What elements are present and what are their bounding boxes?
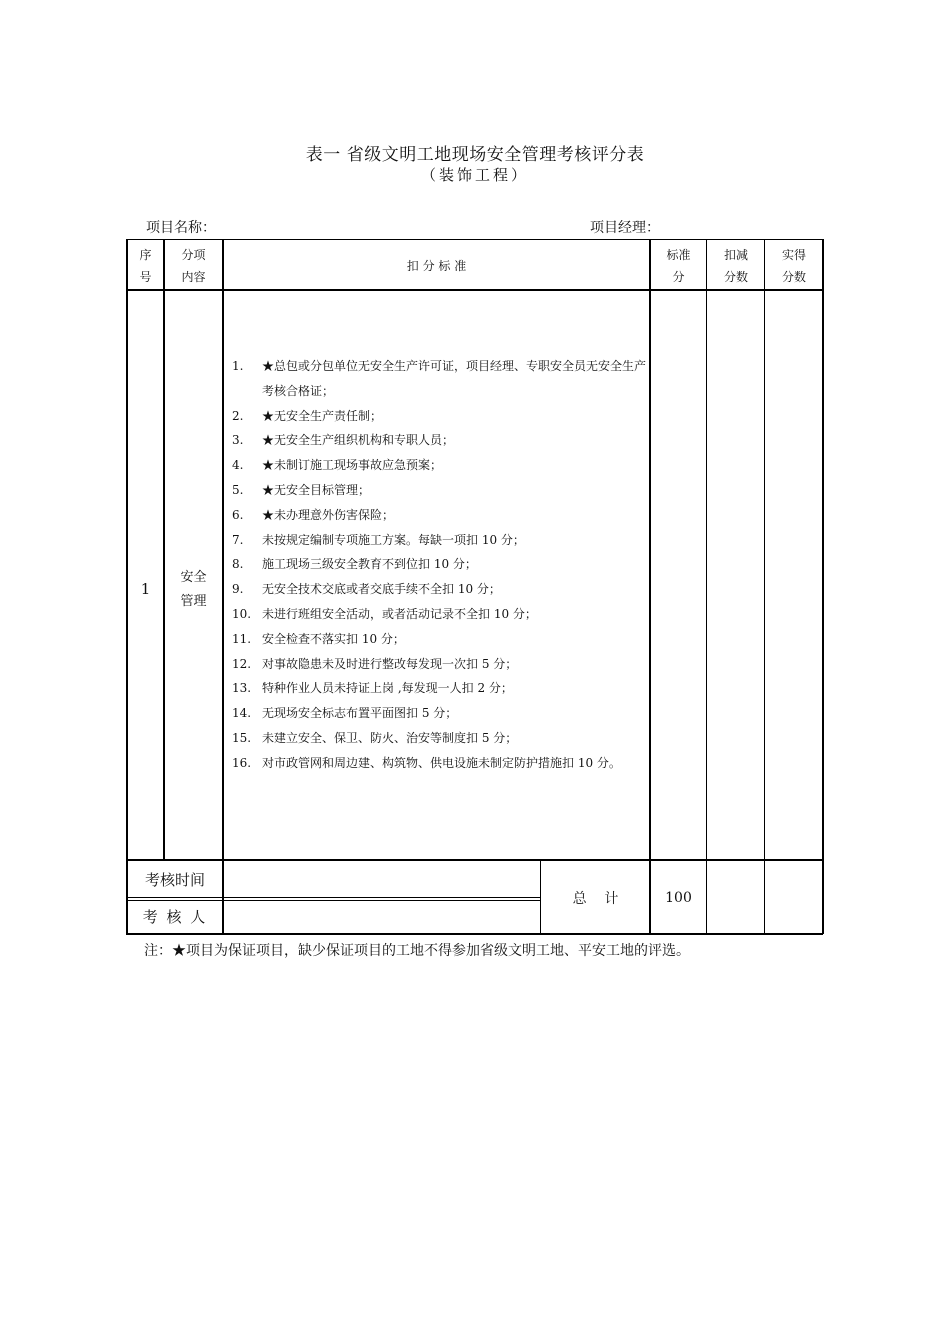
criteria-text: ★无安全生产组织机构和专职人员；	[262, 433, 455, 448]
criteria-item	[232, 354, 646, 404]
criteria-text: 对事故隐患未及时进行整改每发现一次扣 5 分；	[262, 656, 518, 671]
col-line-total-left	[540, 860, 541, 934]
criteria-item	[232, 528, 646, 553]
criteria-text: ★未办理意外伤害保险；	[262, 507, 395, 522]
criteria-text: 安全检查不落实扣 10 分；	[262, 631, 405, 646]
table-top-border	[126, 239, 823, 240]
footer-mid-line	[126, 897, 540, 898]
criteria-number: 12.	[232, 656, 252, 671]
total-value: 100	[665, 890, 692, 906]
criteria-text: 无现场安全标志布置平面图扣 5 分；	[262, 706, 458, 721]
criteria-text: ★总包或分包单位无安全生产许可证，项目经理、专职安全员无安全生产考核合格证；	[262, 359, 647, 398]
footnote: 注：★项目为保证项目，缺少保证项目的工地不得参加省级文明工地、平安工地的评选。	[144, 943, 690, 959]
project-name-label: 项目名称：	[146, 220, 216, 236]
criteria-text: 未进行班组安全活动，或者活动记录不全扣 10 分；	[262, 606, 537, 621]
criteria-number: 7.	[232, 532, 244, 547]
criteria-item	[232, 627, 646, 652]
header-seq: 序 号	[139, 248, 152, 284]
criteria-item	[232, 503, 646, 528]
criteria-number: 9.	[232, 582, 244, 597]
criteria-number: 2.	[232, 408, 244, 423]
criteria-item	[232, 676, 646, 701]
header-actual-score: 实得 分数	[781, 248, 806, 284]
criteria-item	[232, 428, 646, 453]
criteria-item	[232, 602, 646, 627]
criteria-item	[232, 453, 646, 478]
criteria-number: 6.	[232, 507, 244, 522]
col-line-deducted	[764, 239, 765, 934]
criteria-item	[232, 478, 646, 503]
row-seq: 1	[140, 580, 151, 598]
examiner-label: 考 核 人	[142, 908, 208, 926]
criteria-number: 4.	[232, 458, 244, 473]
header-criteria: 扣 分 标 准	[406, 259, 467, 273]
document-title: 表一 省级文明工地现场安全管理考核评分表	[305, 145, 645, 165]
criteria-item	[232, 552, 646, 577]
criteria-text: 未按规定编制专项施工方案。每缺一项扣 10 分；	[262, 532, 525, 547]
criteria-number: 15.	[232, 730, 252, 745]
criteria-text: 无安全技术交底或者交底手续不全扣 10 分；	[262, 582, 501, 597]
col-line-criteria	[649, 239, 651, 934]
criteria-number: 10.	[232, 606, 252, 621]
row-item: 安全 管理	[180, 570, 207, 609]
criteria-number: 5.	[232, 482, 244, 497]
criteria-number: 8.	[232, 557, 244, 572]
table-bottom-border	[126, 933, 823, 935]
criteria-text: ★无安全生产责任制；	[262, 408, 383, 423]
criteria-text: ★未制订施工现场事故应急预案；	[262, 458, 443, 473]
total-label: 总 计	[572, 891, 619, 907]
criteria-text: 对市政管网和周边建、构筑物、供电设施未制定防护措施扣 10 分。	[262, 755, 621, 770]
criteria-item	[232, 652, 646, 677]
criteria-text: ★无安全目标管理；	[262, 482, 371, 497]
col-line-item	[222, 239, 224, 934]
exam-time-label: 考核时间	[144, 871, 205, 889]
project-manager-label: 项目经理：	[590, 220, 660, 236]
body-bottom-border	[126, 859, 823, 861]
table-right-border	[822, 239, 824, 934]
criteria-text: 特种作业人员未持证上岗 ,每发现一人扣 2 分；	[262, 681, 513, 696]
criteria-number: 13.	[232, 681, 252, 696]
criteria-list	[232, 354, 646, 776]
criteria-number: 11.	[232, 631, 252, 646]
header-item: 分项 内容	[181, 248, 206, 284]
col-line-seq	[163, 239, 165, 860]
header-bottom-border	[126, 289, 823, 291]
criteria-text: 未建立安全、保卫、防火、治安等制度扣 5 分；	[262, 730, 518, 745]
header-standard-score: 标准 分	[666, 248, 691, 284]
header-deducted-score: 扣减 分数	[723, 248, 748, 284]
criteria-item	[232, 701, 646, 726]
criteria-number: 3.	[232, 433, 244, 448]
criteria-number: 1.	[232, 359, 244, 373]
criteria-text: 施工现场三级安全教育不到位扣 10 分；	[262, 557, 477, 572]
criteria-item	[232, 726, 646, 751]
criteria-number: 16.	[232, 755, 252, 770]
footer-mid-line-double	[126, 900, 540, 901]
criteria-item	[232, 577, 646, 602]
criteria-item	[232, 751, 646, 776]
criteria-item	[232, 404, 646, 429]
document-subtitle: （装饰工程）	[420, 166, 529, 184]
criteria-number: 14.	[232, 706, 252, 721]
col-line-standard	[706, 239, 707, 934]
